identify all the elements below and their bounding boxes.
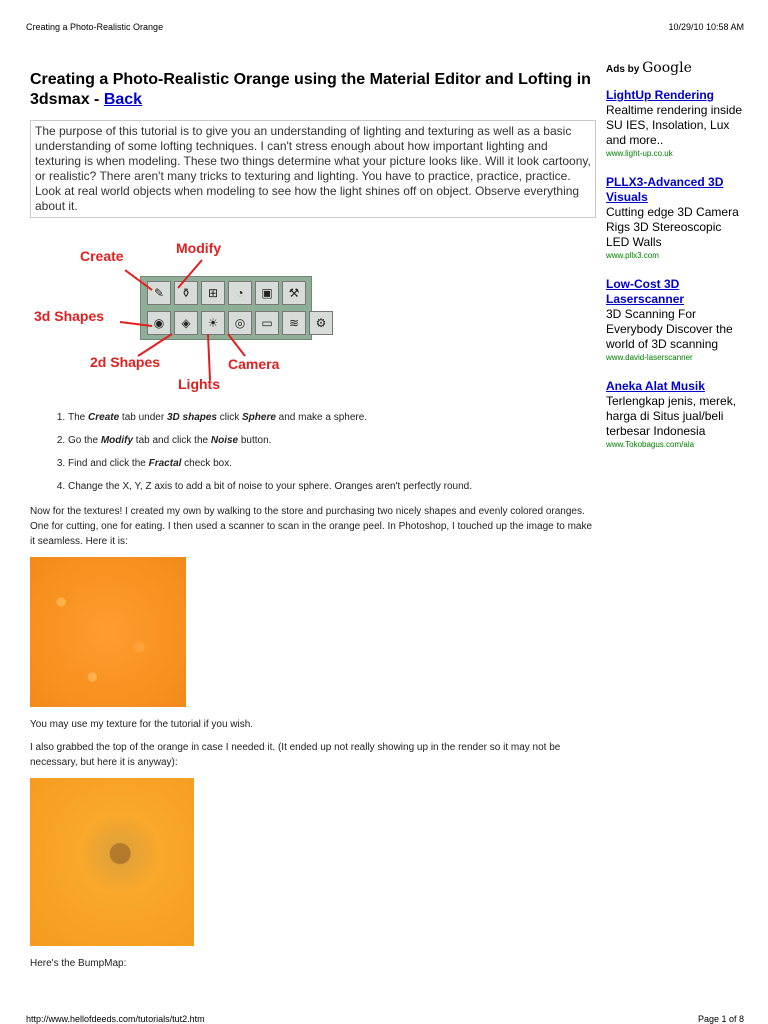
motion-tab-icon: ◔ [228,281,252,305]
ad-item [606,88,746,159]
orange-peel-image [30,557,186,707]
ad-text: Terlengkap jenis, merek, harga di Situs jual/beli terbesar Indonesia [606,394,737,438]
ad-url[interactable]: www.pllx3.com [606,251,659,260]
hierarchy-tab-icon: ⊞ [201,281,225,305]
toolbar-figure [30,238,330,398]
ad-text: Cutting edge 3D Camera Rigs 3D Stereoscopic LED Walls [606,205,739,249]
ad-item [606,277,746,363]
shapes2d-label: 2d Shapes [90,354,161,370]
print-header-date: 10/29/10 10:58 AM [668,22,744,32]
ad-item [606,175,746,261]
camera-icon: ◎ [228,311,252,335]
ad-title-link[interactable]: PLLX3-Advanced 3D Visuals [606,175,724,204]
step-item: 2. Go the Modify tab and click the Noise button. [68,435,596,447]
create-tab-icon: ✎ [147,281,171,305]
ad-text: Realtime rendering inside SU IES, Insolation, Lux and more.. [606,103,743,147]
article [30,70,596,971]
helpers-icon: ▭ [255,311,279,335]
print-header-title: Creating a Photo-Realistic Orange [26,22,164,32]
step-item: 3. Find and click the Fractal check box. [68,458,596,470]
ad-url[interactable]: www.light-up.co.uk [606,149,673,158]
ad-url[interactable]: www.david-laserscanner [606,353,693,362]
display-tab-icon: ▣ [255,281,279,305]
ad-text: 3D Scanning For Everybody Discover the world of 3D scanning [606,307,733,351]
step-item: 1. The Create tab under 3D shapes click Sphere and make a sphere. [68,412,596,424]
ad-url[interactable]: www.Tokobagus.com/ala [606,440,695,449]
back-link[interactable]: Back [103,91,143,108]
print-footer-url: http://www.hellofdeeds.com/tutorials/tut2.htm [26,1014,205,1024]
ad-item [606,379,746,450]
create-label: Create [80,248,124,264]
intro-box: The purpose of this tutorial is to give you an understanding of lighting and texturing as well as a basic understanding of some lofting techniques. I can't stress enough about how important lighting and texturing is when modeling. These two things determine what your picture looks like. Will it look cartoony, or realistic? There aren't many tricks to texturing and lighting. You have to practice, practice, practice. Look at real world objects when modeling to see how the light shines off on object. Observe everything about it. [30,120,596,218]
camera-label: Camera [228,356,280,372]
shapes3d-label: 3d Shapes [34,308,105,324]
utilities-tab-icon: ⚒ [282,281,306,305]
shapes2d-icon: ◈ [174,311,198,335]
ads-sidebar [606,60,746,466]
print-footer-page: Page 1 of 8 [697,1014,744,1024]
orange-top-image [30,778,194,946]
lights-icon: ☀ [201,311,225,335]
ads-by-google[interactable]: Ads by Google [606,60,692,76]
systems-icon: ⚙ [309,311,333,335]
orange-top-paragraph: I also grabbed the top of the orange in case I needed it. (It ended up not really showing up in the render so it may not be necessary, but here it is anyway): [30,742,561,768]
usage-paragraph: You may use my texture for the tutorial if you wish. [30,719,254,730]
step-item: 4. Change the X, Y, Z axis to add a bit of noise to your sphere. Oranges aren't perfectly round. [68,481,596,493]
page-title [30,70,596,110]
lights-label: Lights [178,376,220,392]
shapes3d-icon: ◉ [147,311,171,335]
ad-title-link[interactable]: LightUp Rendering [606,88,714,102]
modify-tab-icon: ⚱ [174,281,198,305]
bumpmap-paragraph: Here's the BumpMap: [30,958,127,969]
ad-title-link[interactable]: Low-Cost 3D Laserscanner [606,277,685,306]
title-text: Creating a Photo-Realistic Orange using the Material Editor and Lofting in 3dsmax - [30,71,591,108]
textures-paragraph: Now for the textures! I created my own by walking to the store and purchasing two nicely shapes and evenly colored oranges. One for cutting, one for eating. I then used a scanner to scan in the orange peel. In Photoshop, I touched up the image to make it seamless. Here it is: [30,506,593,547]
modify-label: Modify [176,240,222,256]
steps-list [30,412,596,493]
google-logo: Google [642,60,692,76]
spacewarps-icon: ≋ [282,311,306,335]
ad-title-link[interactable]: Aneka Alat Musik [606,379,705,393]
